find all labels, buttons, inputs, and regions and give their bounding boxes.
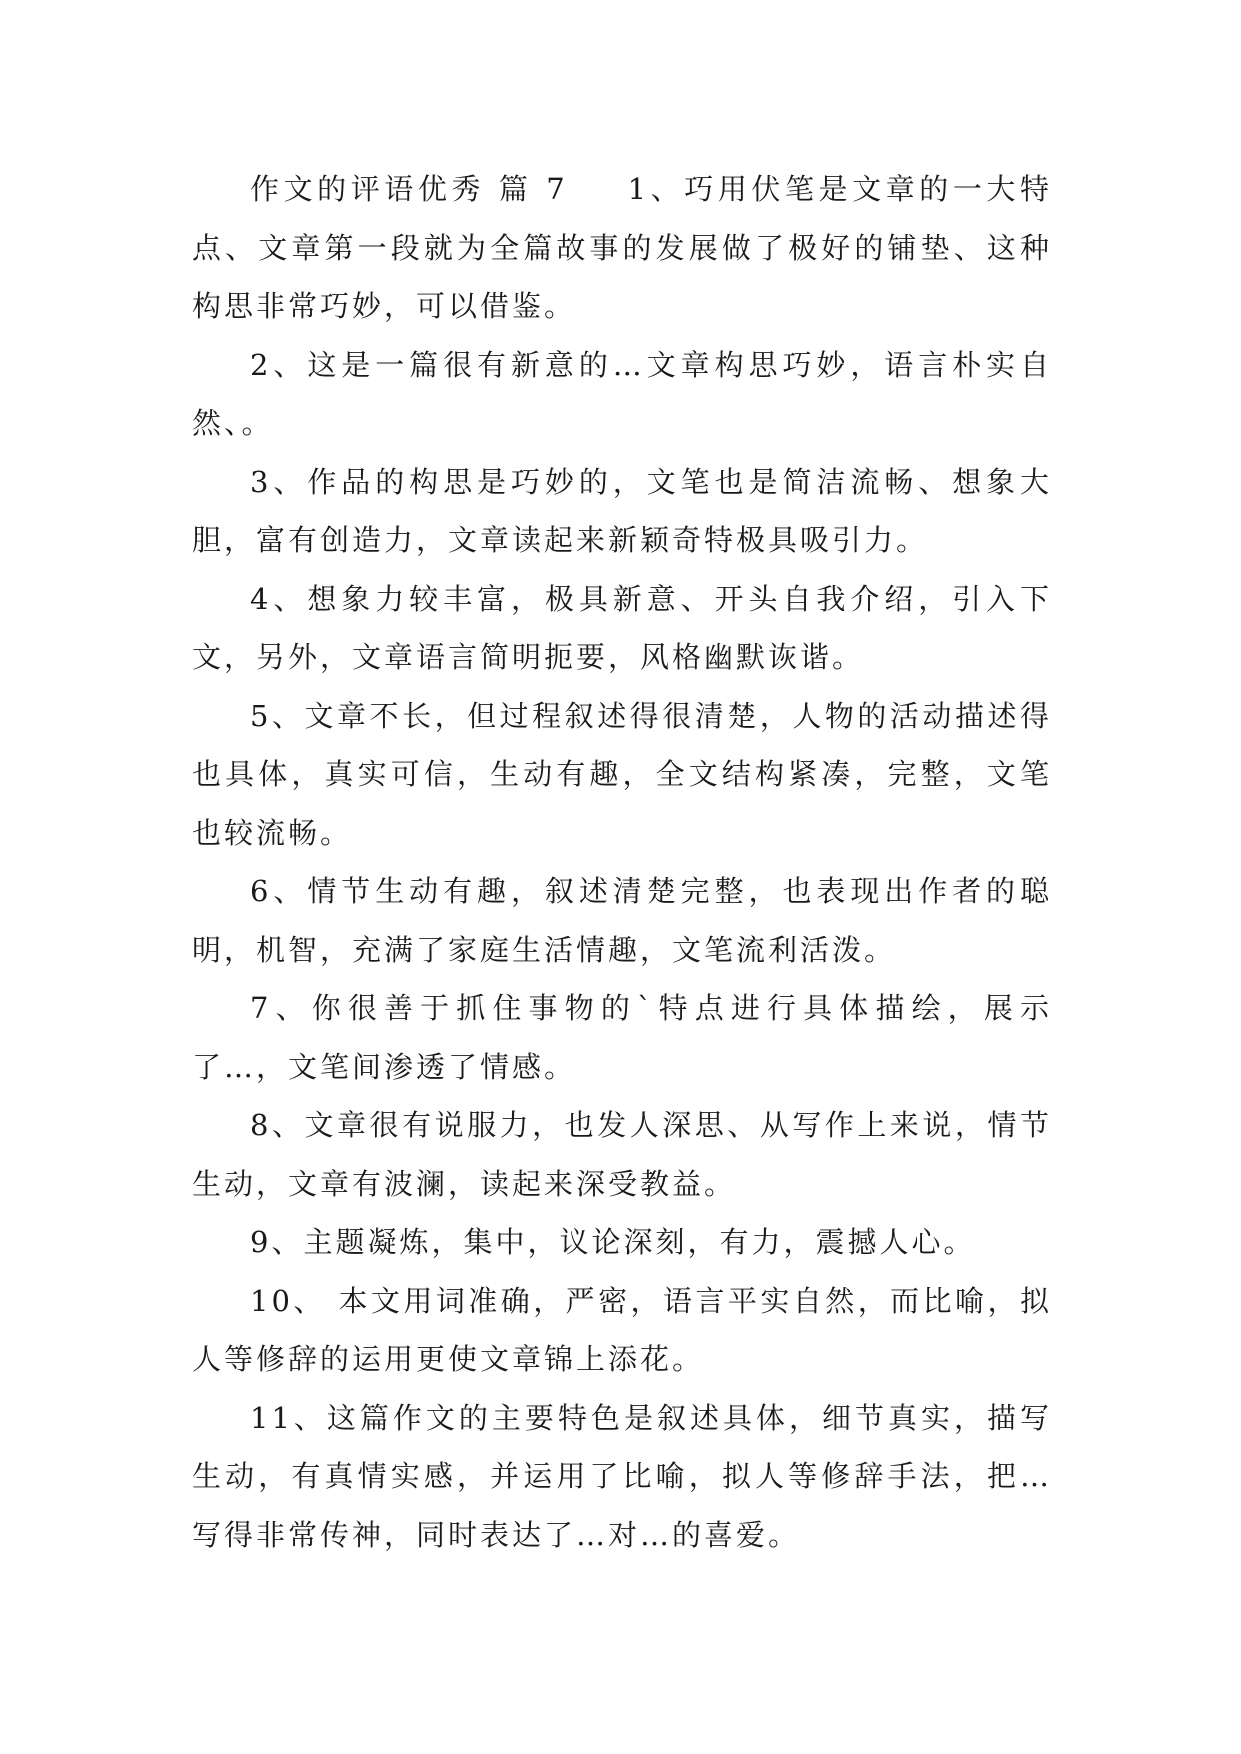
paragraph-10: 10、 本文用词准确，严密，语言平实自然，而比喻，拟人等修辞的运用更使文章锦上添花。 xyxy=(192,1283,1052,1376)
paragraph-text: 1、巧用伏笔是文章的一大特点、文章第一段就为全篇故事的发展做了极好的铺垫、这种构思非常巧妙，可以借鉴。 xyxy=(192,172,1052,323)
paragraph-7: 7、你很善于抓住事物的`特点进行具体描绘，展示了…，文笔间渗透了情感。 xyxy=(192,991,1052,1084)
document-body xyxy=(192,160,1052,1564)
document-heading: 作文的评语优秀 篇 7 xyxy=(250,172,568,206)
paragraph-8: 8、文章很有说服力，也发人深思、从写作上来说，情节生动，文章有波澜，读起来深受教益。 xyxy=(192,1108,1052,1201)
paragraph-5: 5、文章不长，但过程叙述得很清楚，人物的活动描述得也具体，真实可信，生动有趣，全文结构紧凑，完整，文笔也较流畅。 xyxy=(192,698,1052,850)
paragraph-1 xyxy=(192,160,1052,336)
paragraph-4: 4、想象力较丰富，极具新意、开头自我介绍，引入下文，另外，文章语言简明扼要，风格幽默诙谐。 xyxy=(192,581,1052,674)
paragraph-2: 2、这是一篇很有新意的…文章构思巧妙，语言朴实自然、。 xyxy=(192,347,1052,440)
paragraph-9: 9、主题凝炼，集中，议论深刻，有力，震撼人心。 xyxy=(250,1225,976,1259)
paragraph-11: 11、这篇作文的主要特色是叙述具体，细节真实，描写生动，有真情实感，并运用了比喻，拟人等修辞手法，把…写得非常传神，同时表达了…对…的喜爱。 xyxy=(192,1400,1052,1552)
paragraph-3: 3、作品的构思是巧妙的，文笔也是简洁流畅、想象大胆，富有创造力，文章读起来新颖奇特极具吸引力。 xyxy=(192,464,1052,557)
paragraph-6: 6、情节生动有趣，叙述清楚完整，也表现出作者的聪明，机智，充满了家庭生活情趣，文笔流利活泼。 xyxy=(192,874,1052,967)
